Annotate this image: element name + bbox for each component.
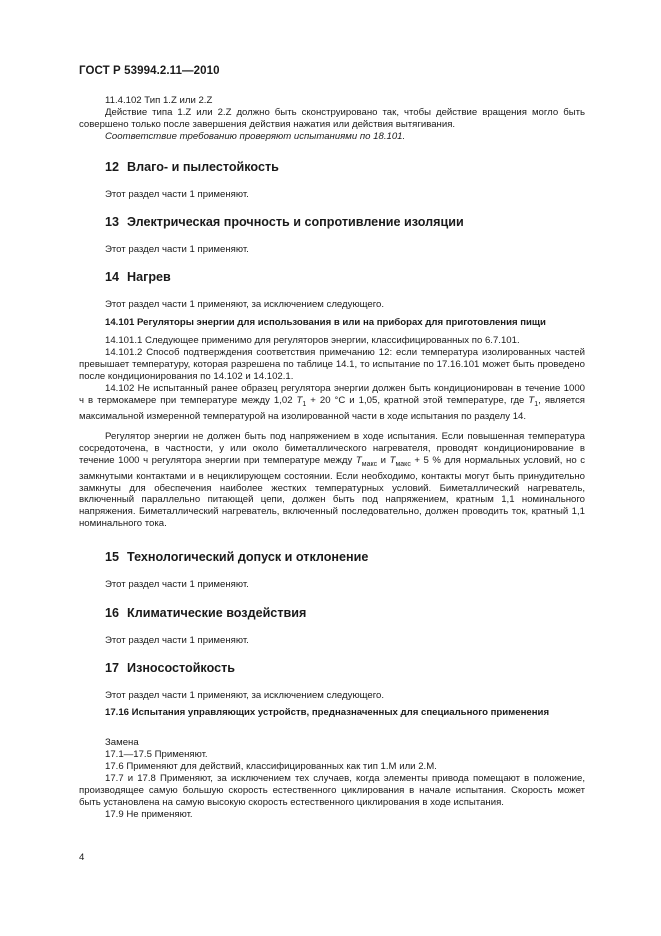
clause-17-7-8: 17.7 и 17.8 Применяют, за исключением тех случаев, когда элементы привода помещают в положение, производящее самую большую скорость естественного циклирования в начале испытания. Скорость может быть установлена на самую высокую скорость естественного циклирования в ходе испытания.: [79, 773, 585, 808]
clause-14-101-2: 14.101.2 Способ подтверждения соответствия примечанию 12: если температура изолированных частей превышает температуру, которая разрешена по таблице 14.1, то испытание по 17.16.101 может быть проведено после кондиционирования по 14.102 и 14.102.1.: [79, 347, 585, 382]
section-17-heading: 17 Износостойкость: [105, 661, 236, 675]
clause-17-16-title: 17.16 Испытания управляющих устройств, предназначенных для специального применения: [105, 707, 550, 718]
clause-14-101-1: 14.101.1 Следующее применимо для регуляторов энергии, классифицированных по 6.7.101.: [105, 335, 520, 346]
clause-17-6: 17.6 Применяют для действий, классифицированных как тип 1.М или 2.М.: [105, 761, 437, 772]
clause-11-4-102-text: Действие типа 1.Z или 2.Z должно быть сконструировано так, чтобы действие вращения могло быть совершено только после завершения действия нажатия или действия вытягивания.: [79, 107, 585, 130]
section-16-heading: 16 Климатические воздействия: [105, 606, 307, 620]
clause-14-102-paragraph-2: Регулятор энергии не должен быть под напряжением в ходе испытания. Если повышенная температура сосредоточена, в частности, у или около биметаллического нагревателя, проводят кондиционирование в течение 1000 ч регулятора энергии при температуре между $T_{макс}$ и $T_{макс} + 5$ % для нормальных условий, но с замкнутыми контактами и в нециклирующем состоянии. Если необходимо, контакты могут быть принудительно замкнуты для обеспечения наиболее жестких температурных условий. Биметаллический нагреватель, включенный параллельно питающей цепи, должен быть под напряжением, кратным 1,1 номинального напряжения. Биметаллический нагреватель, включенный последовательно, должен проводить ток, кратный 1,1 номинального тока.: [79, 431, 585, 530]
clause-14-101-title: 14.101 Регуляторы энергии для использования в или на приборах для приготовления пищи: [105, 317, 546, 328]
clause-14-102: 14.102 Не испытанный ранее образец регулятора энергии должен быть кондиционирован в течение 1000 ч в термокамере при температуре между 1,02 $T_1 + 20$ °С и 1,05, кратной этой температуре, где $T_1$, является максимальной измеренной температурой на изолированной части в ходе испытания по разделу 14.: [79, 383, 585, 422]
section-15-text: Этот раздел части 1 применяют.: [105, 579, 249, 590]
document-header: ГОСТ Р 53994.2.11—2010: [79, 65, 220, 77]
section-13-heading: 13 Электрическая прочность и сопротивление изоляции: [105, 215, 464, 229]
section-12-text: Этот раздел части 1 применяют.: [105, 189, 249, 200]
page-number: 4: [79, 852, 85, 863]
replacement-label: Замена: [105, 737, 139, 748]
clause-17-9: 17.9 Не применяют.: [105, 809, 193, 820]
section-16-text: Этот раздел части 1 применяют.: [105, 635, 249, 646]
clause-17-1-5: 17.1—17.5 Применяют.: [105, 749, 208, 760]
section-14-text: Этот раздел части 1 применяют, за исключением следующего.: [105, 299, 385, 310]
clause-11-4-102-title: 11.4.102 Тип 1.Z или 2.Z: [105, 95, 213, 106]
section-15-heading: 15 Технологический допуск и отклонение: [105, 550, 369, 564]
section-17-text: Этот раздел части 1 применяют, за исключением следующего.: [105, 690, 385, 701]
section-13-text: Этот раздел части 1 применяют.: [105, 244, 249, 255]
section-12-heading: 12 Влаго- и пылестойкость: [105, 160, 279, 174]
section-14-heading: 14 Нагрев: [105, 270, 171, 284]
compliance-note: Соответствие требованию проверяют испытаниями по 18.101.: [105, 131, 406, 142]
